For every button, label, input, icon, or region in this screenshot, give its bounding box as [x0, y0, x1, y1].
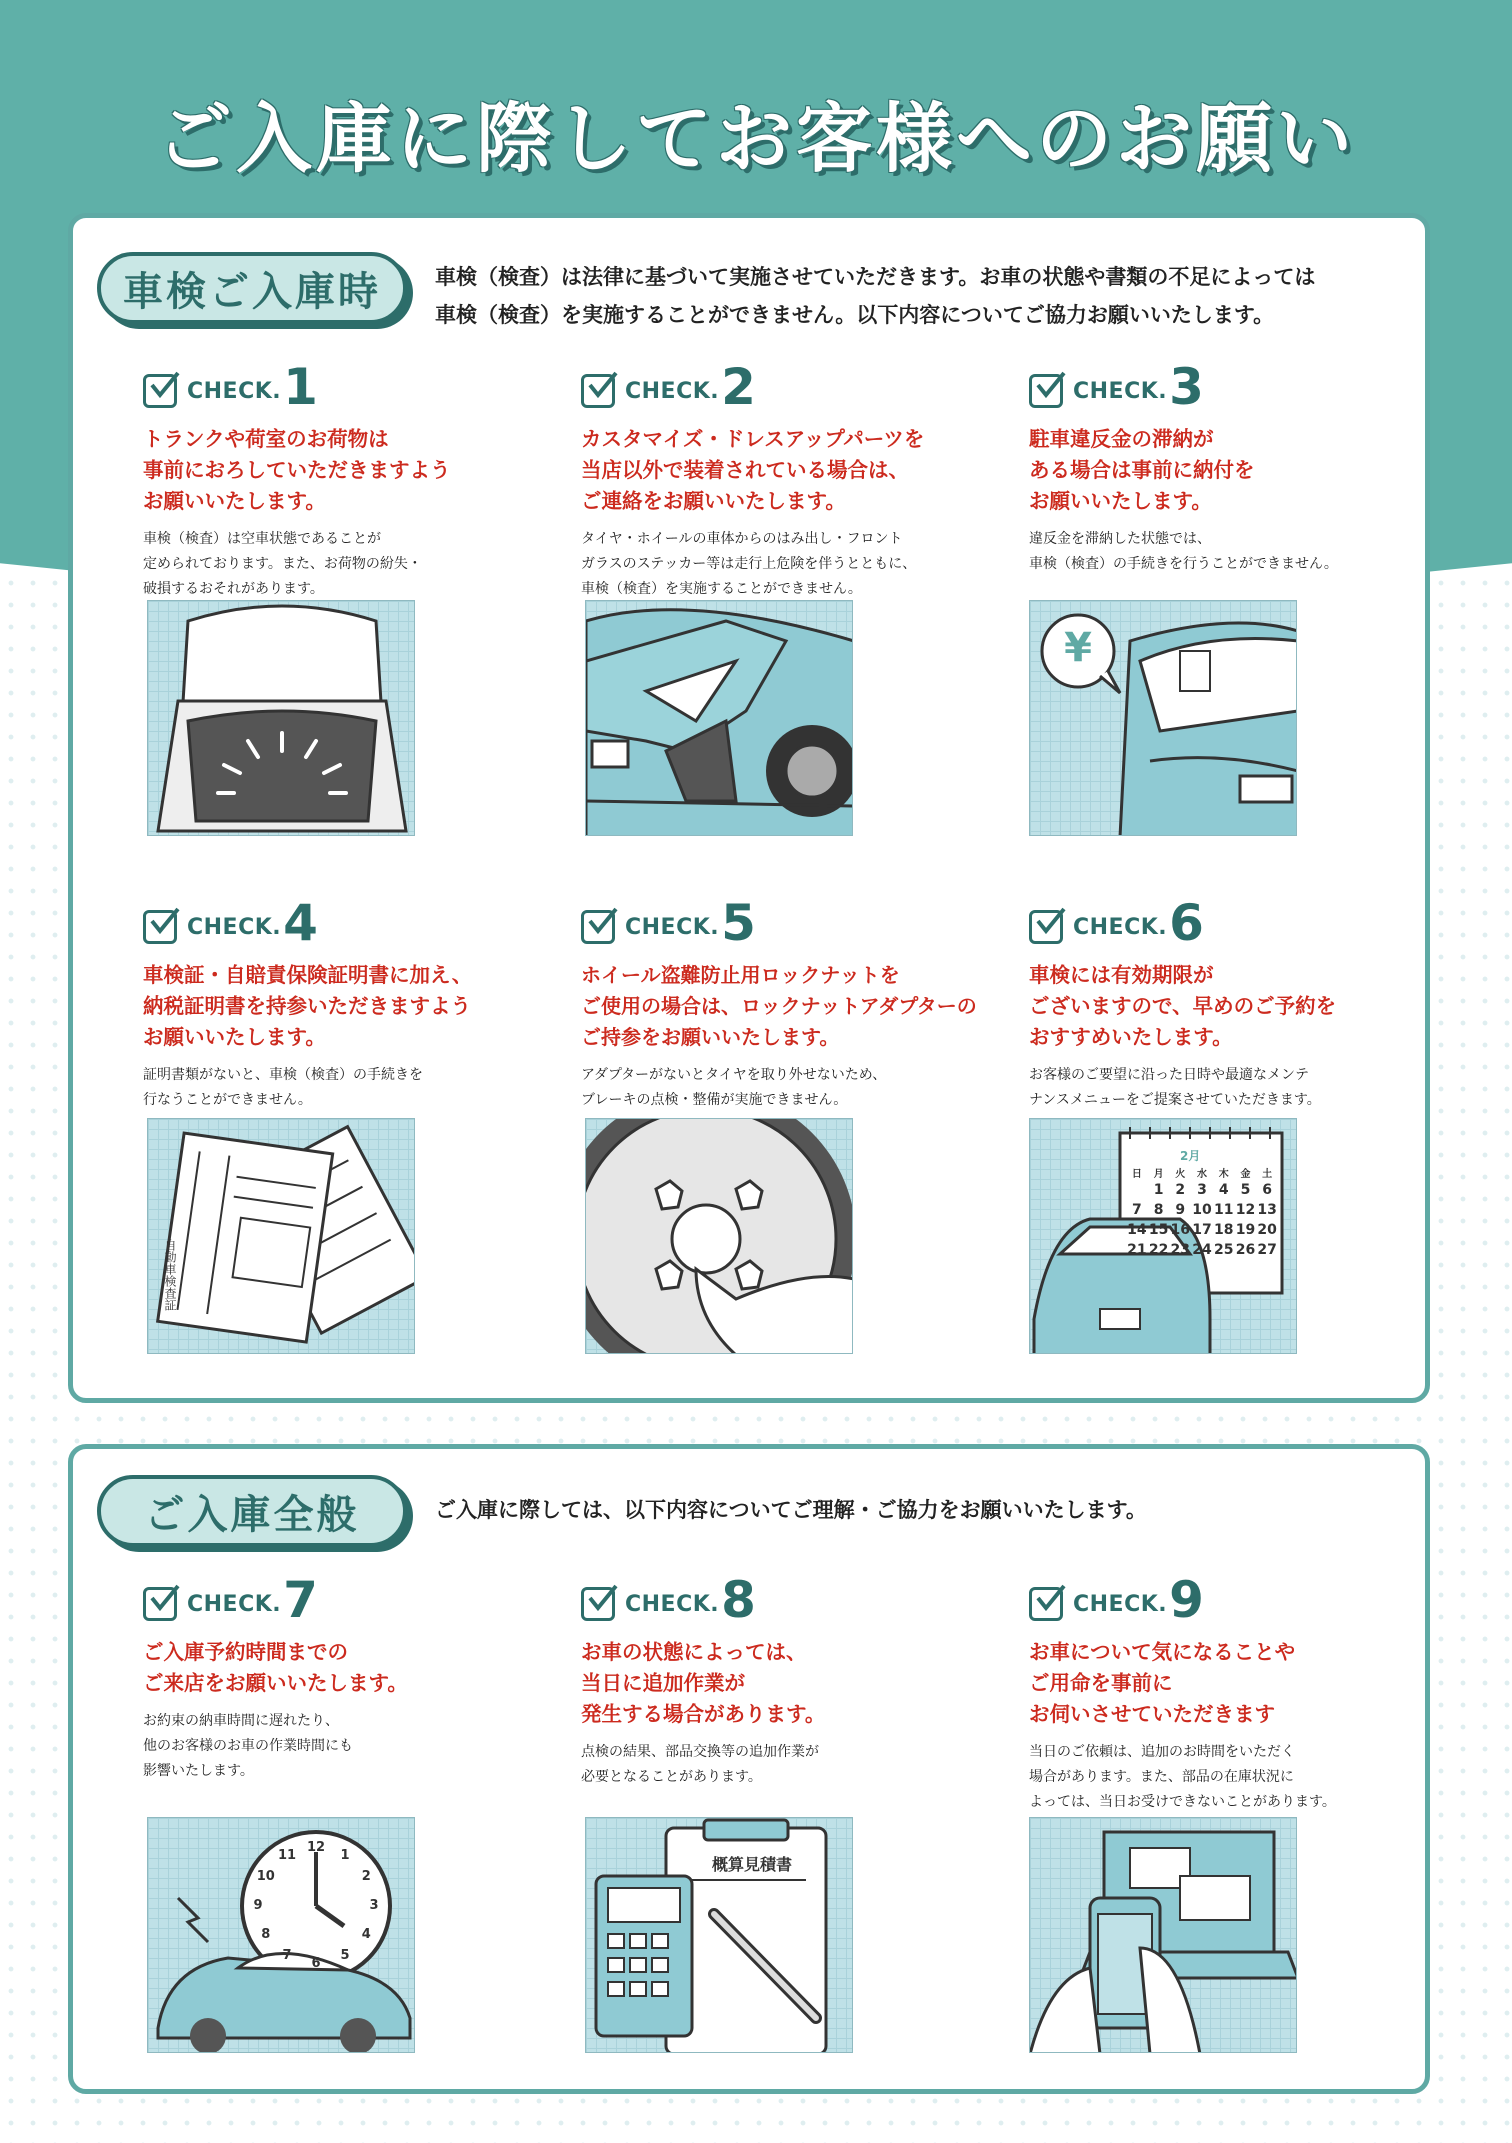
calendar-week	[1126, 1180, 1278, 1200]
section-label-general: ご入庫全般	[97, 1475, 407, 1547]
check-title: お車の状態によっては、 当日に追加作業が 発生する場合があります。	[581, 1640, 826, 1726]
check-title: カスタマイズ・ドレスアップパーツを 当店以外で装着されている場合は、 ご連絡をお願いいたします。	[581, 427, 925, 513]
check-item-7	[143, 1571, 563, 1784]
check-item-8	[581, 1571, 1001, 1790]
clock-number: 4	[361, 1927, 371, 1942]
check-description: 点検の結果、部品交換等の追加作業が 必要となることがあります。	[581, 1744, 819, 1785]
estimate-illustration	[585, 1817, 853, 2053]
weekday: 水	[1197, 1169, 1208, 1180]
calendar-day: 7	[1131, 1202, 1142, 1218]
page-title: ご入庫に際してお客様へのお願い	[156, 94, 1356, 183]
calendar-days	[1126, 1180, 1278, 1260]
check-number: 2	[721, 358, 756, 416]
clock-number: 5	[340, 1948, 350, 1964]
checkbox-icon	[581, 374, 615, 408]
calendar-day	[1126, 1180, 1148, 1200]
clock-number: 6	[311, 1956, 321, 1971]
phone-laptop-icon	[1030, 1818, 1297, 2053]
check-word: CHECK.	[1073, 1592, 1168, 1617]
documents-illustration	[147, 1118, 415, 1354]
section-label-shaken: 車検ご入庫時	[97, 252, 407, 324]
check-word: CHECK.	[625, 915, 720, 940]
checkbox-icon	[1029, 374, 1063, 408]
clock-number: 8	[261, 1927, 271, 1942]
calendar-day: 15	[1148, 1222, 1169, 1238]
check-item-4	[143, 894, 563, 1113]
calendar-day: 16	[1170, 1222, 1191, 1238]
check-description: 証明書類がないと、車検（検査）の手続きを 行なうことができません。	[143, 1067, 423, 1108]
check-title: トランクや荷室のお荷物は 事前におろしていただきますよう お願いいたします。	[143, 427, 451, 513]
smartphone-illustration	[1029, 1817, 1297, 2053]
check-item-5	[581, 894, 1001, 1113]
check-number: 7	[283, 1571, 318, 1629]
check-item-2	[581, 358, 1001, 602]
check-description: 違反金を滞納した状態では、 車検（検査）の手続きを行うことができません。	[1029, 531, 1338, 572]
check-description: お約束の納車時間に遅れたり、 他のお客様のお車の作業時間にも 影響いたします。	[143, 1713, 353, 1779]
check-item-9	[1029, 1571, 1449, 1815]
car-front-icon	[586, 601, 853, 836]
calendar-day: 12	[1235, 1202, 1256, 1218]
checkbox-icon	[581, 1587, 615, 1621]
section-panel-shaken	[68, 213, 1430, 1403]
calendar-day: 18	[1213, 1222, 1234, 1238]
checkbox-icon	[143, 910, 177, 944]
check-word: CHECK.	[187, 379, 282, 404]
documents-icon	[148, 1119, 415, 1354]
check-number: 3	[1169, 358, 1204, 416]
calendar-day: 20	[1257, 1222, 1277, 1238]
custom-parts-illustration	[585, 600, 853, 836]
check-title: ご入庫予約時間までの ご来店をお願いいたします。	[143, 1640, 408, 1695]
check-number: 5	[721, 894, 756, 952]
estimate-label: 概算見積書	[711, 1855, 792, 1874]
car-trunk-icon	[148, 601, 415, 836]
check-number: 4	[283, 894, 318, 952]
calendar-day: 19	[1235, 1222, 1256, 1238]
check-title: 車検証・自賠責保険証明書に加え、 納税証明書を持参いただきますよう お願いいたします。	[143, 963, 473, 1049]
checkbox-icon	[143, 374, 177, 408]
calendar-day: 26	[1235, 1242, 1256, 1258]
trunk-illustration	[147, 600, 415, 836]
check-item-1	[143, 358, 563, 602]
check-word: CHECK.	[625, 1592, 720, 1617]
calendar-day: 13	[1257, 1202, 1277, 1218]
calendar-day: 6	[1262, 1182, 1273, 1198]
calendar-illustration	[1029, 1118, 1297, 1354]
calendar-grid	[1126, 1165, 1278, 1260]
calendar-day: 17	[1192, 1222, 1212, 1238]
checkbox-icon	[1029, 1587, 1063, 1621]
check-word: CHECK.	[187, 1592, 282, 1617]
clock-number: 3	[369, 1898, 379, 1913]
calendar-month: 2月	[1180, 1149, 1201, 1163]
section-intro-general: ご入庫に際しては、以下内容についてご理解・ご協力をお願いいたします。	[435, 1498, 1147, 1522]
calendar-day: 25	[1213, 1242, 1234, 1258]
clock-number: 11	[277, 1847, 297, 1863]
weekday: 火	[1175, 1169, 1186, 1180]
checkbox-icon	[143, 1587, 177, 1621]
lock-nut-illustration	[585, 1118, 853, 1354]
wheel-hand-icon	[586, 1119, 853, 1354]
clock-number: 12	[306, 1840, 326, 1855]
check-description: 車検（検査）は空車状態であることが 定められております。また、お荷物の紛失・ 破損するおそれがあります。	[143, 531, 422, 597]
check-description: タイヤ・ホイールの車体からのはみ出し・フロント ガラスのステッカー等は走行上危険を伴うとともに、 車検（検査）を実施することができません。	[581, 531, 917, 597]
weekday: 日	[1131, 1169, 1142, 1180]
weekday: 月	[1153, 1169, 1164, 1180]
checkbox-icon	[1029, 910, 1063, 944]
yen-icon: ¥	[1064, 625, 1092, 671]
check-description: 当日のご依頼は、追加のお時間をいただく 場合があります。また、部品の在庫状況に よっては、当日お受けできないことがあります。	[1029, 1744, 1336, 1810]
calendar-day: 22	[1148, 1242, 1169, 1258]
calendar-day: 3	[1197, 1182, 1207, 1198]
clock-number: 10	[256, 1869, 275, 1884]
check-word: CHECK.	[1073, 379, 1168, 404]
calendar-day: 1	[1153, 1182, 1164, 1198]
check-description: アダプターがないとタイヤを取り外せないため、 ブレーキの点検・整備が実施できません。	[581, 1067, 887, 1108]
calendar-day: 9	[1175, 1202, 1186, 1218]
clock-number: 1	[340, 1847, 350, 1863]
clock-illustration	[147, 1817, 415, 2053]
check-number: 8	[721, 1571, 756, 1629]
calendar-day: 8	[1153, 1202, 1164, 1218]
calendar-day: 21	[1127, 1242, 1147, 1258]
calendar-day: 24	[1192, 1242, 1212, 1258]
check-word: CHECK.	[1073, 915, 1168, 940]
check-title: 車検には有効期限が ございますので、早めのご予約を おすすめいたします。	[1029, 963, 1337, 1049]
check-item-3	[1029, 358, 1449, 577]
check-word: CHECK.	[187, 915, 282, 940]
check-title: 駐車違反金の滞納が ある場合は事前に納付を お願いいたします。	[1029, 427, 1255, 513]
calendar-day: 27	[1257, 1242, 1277, 1258]
weekday: 金	[1240, 1169, 1251, 1180]
check-number: 9	[1169, 1571, 1204, 1629]
calendar-week	[1126, 1240, 1278, 1260]
section-intro-shaken: 車検（検査）は法律に基づいて実施させていただきます。お車の状態や書類の不足によっては 車検（検査）を実施することができません。以下内容についてご協力お願いいたします。	[435, 265, 1316, 327]
calendar-day: 4	[1218, 1182, 1229, 1198]
calendar-day: 11	[1213, 1202, 1234, 1218]
weekday: 木	[1218, 1169, 1229, 1180]
clock-number: 7	[282, 1948, 292, 1964]
check-description: お客様のご要望に沿った日時や最適なメンテ ナンスメニューをご提案させていただきます。	[1029, 1067, 1321, 1108]
checkbox-icon	[581, 910, 615, 944]
check-title: ホイール盗難防止用ロックナットを ご使用の場合は、ロックナットアダプターの ご持参をお願いいたします。	[581, 963, 977, 1049]
parking-fine-illustration	[1029, 600, 1297, 836]
clock-number: 2	[361, 1869, 371, 1884]
clock-number: 9	[253, 1898, 263, 1913]
calendar-day: 14	[1127, 1222, 1147, 1238]
weekday: 土	[1262, 1169, 1273, 1180]
calendar-week	[1126, 1220, 1278, 1240]
section-panel-general	[68, 1444, 1430, 2094]
check-number: 1	[283, 358, 318, 416]
calendar-day: 5	[1240, 1182, 1251, 1198]
calendar-week	[1126, 1200, 1278, 1220]
calendar-day: 2	[1175, 1182, 1186, 1198]
document-label: 自動車検査証	[163, 1239, 177, 1311]
check-item-6	[1029, 894, 1449, 1113]
check-number: 6	[1169, 894, 1204, 952]
check-title: お車について気になることや ご用命を事前に お伺いさせていただきます	[1029, 1640, 1296, 1726]
calendar-day: 23	[1170, 1242, 1191, 1258]
check-word: CHECK.	[625, 379, 720, 404]
calendar-day: 10	[1192, 1202, 1212, 1218]
